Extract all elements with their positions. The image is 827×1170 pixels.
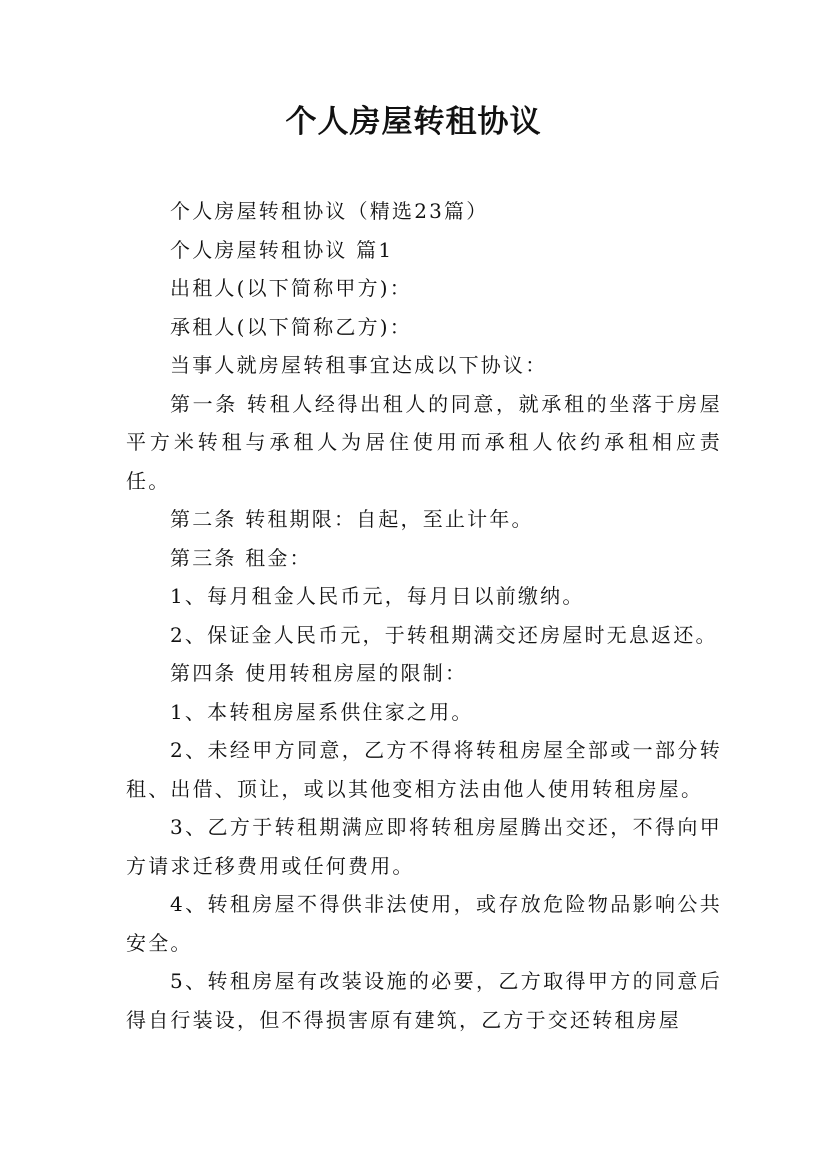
paragraph: 第四条 使用转租房屋的限制： bbox=[170, 661, 468, 685]
paragraph: 3、乙方于转租期满应即将转租房屋腾出交还，不得向甲方请求迁移费用或任何费用。 bbox=[126, 815, 722, 878]
paragraph: 第二条 转租期限：自起，至止计年。 bbox=[170, 507, 534, 531]
paragraph: 第三条 租金： bbox=[170, 545, 312, 570]
paragraph: 1、每月租金人民币元，每月日以前缴纳。 bbox=[170, 584, 585, 608]
paragraph: 第一条 转租人经得出租人的同意，就承租的坐落于房屋平方米转租与承租人为居住使用而承租人依约承租相应责任。 bbox=[126, 391, 722, 493]
paragraph: 承租人(以下简称乙方)： bbox=[170, 314, 413, 339]
paragraph: 当事人就房屋转租事宜达成以下协议： bbox=[170, 353, 548, 377]
document-body bbox=[126, 192, 722, 1039]
paragraph: 出租人(以下简称甲方)： bbox=[170, 276, 413, 300]
paragraph: 1、本转租房屋系供住家之用。 bbox=[170, 699, 474, 724]
paragraph: 个人房屋转租协议 篇1 bbox=[170, 237, 394, 262]
paragraph: 5、转租房屋有改装设施的必要，乙方取得甲方的同意后得自行装设，但不得损害原有建筑，乙方于交还转租房屋 bbox=[126, 969, 722, 1032]
document-title: 个人房屋转租协议 bbox=[285, 104, 542, 140]
paragraph: 2、未经甲方同意，乙方不得将转租房屋全部或一部分转租、出借、顶让，或以其他变相方法由他人使用转租房屋。 bbox=[126, 738, 722, 801]
paragraph: 2、保证金人民币元，于转租期满交还房屋时无息返还。 bbox=[170, 622, 718, 647]
paragraph: 4、转租房屋不得供非法使用，或存放危险物品影响公共安全。 bbox=[126, 892, 722, 955]
paragraph: 个人房屋转租协议（精选23篇） bbox=[170, 199, 489, 223]
